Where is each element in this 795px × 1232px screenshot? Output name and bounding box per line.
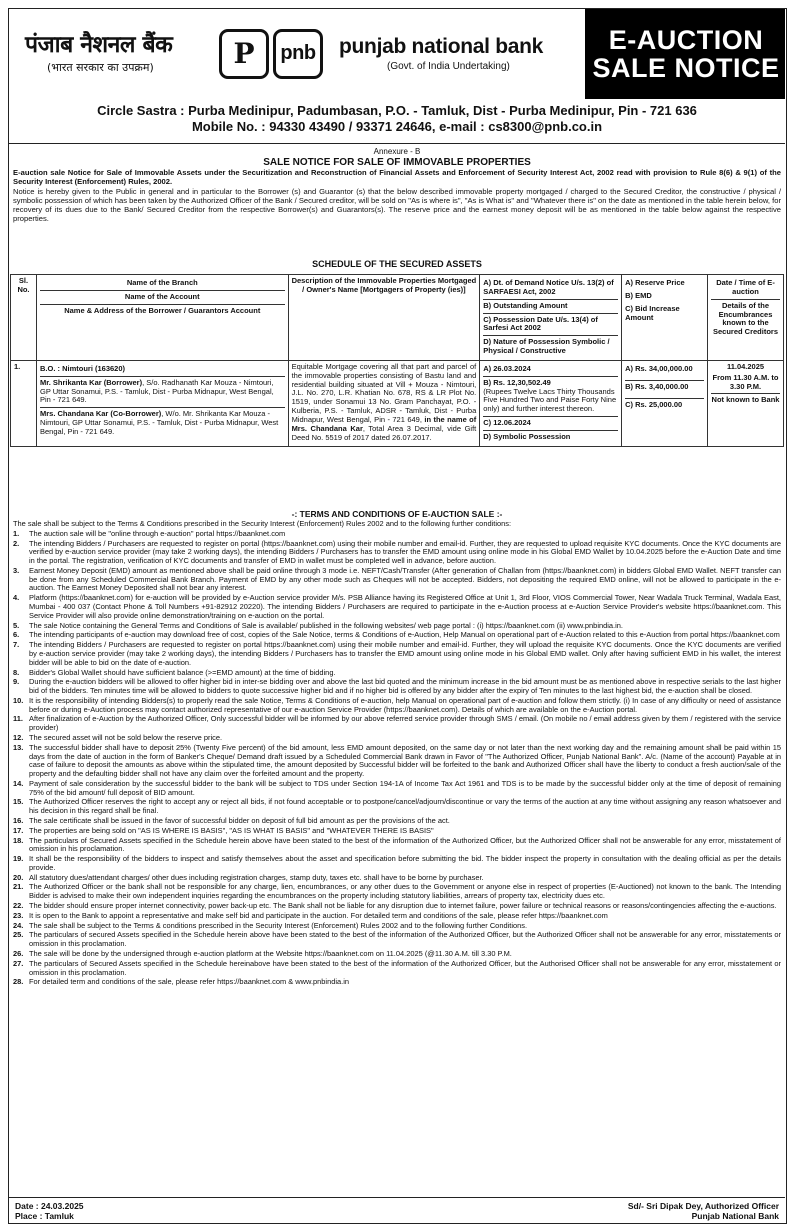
term-text: The secured asset will not be sold below the reserve price. (29, 732, 223, 742)
term-text: The Authorized Officer reserves the right to accept any or reject all bids, if not found acceptable or to postpone/cancel/adjourn/discontinue or vary the terms of the auction at any time without assigning any reason whatsoever and his decision in this regard shall be final. (29, 797, 781, 816)
col-borrower: Name & Address of the Borrower / Guarantors Account (64, 305, 261, 315)
term-text: The particulars of Secured Assets specified in the Schedule hereinabove have been stated to the best of the information of the Authorized Officer, but the Authorised Officer shall not be answerable for any error, misstatement or omission in this proclamation. (29, 958, 781, 977)
col-demand-date: A) Dt. of Demand Notice U/s. 13(2) of SARFAESI Act, 2002 (483, 277, 618, 300)
term-text: It shall be the responsibility of the bidders to inspect and satisfy themselves about the asset and specification before submitting the bid. The bidder inspect the property in consultation with the dealing official as per the details provide. (29, 854, 781, 872)
term-item (13, 874, 781, 883)
sale-title: SALE NOTICE FOR SALE OF IMMOVABLE PROPERTIES (263, 157, 531, 169)
row-demand-date: A) 26.03.2024 (483, 363, 618, 377)
english-bank-name: punjab national bank (339, 34, 544, 58)
term-text: The particulars of Secured Assets specified in the Schedule herein above have been stated to the best of the information of the Authorized Officer, but the Authorized Officer shall not be answerable for any error, misstatement of omission in his proclamation. (29, 835, 781, 854)
term-text: It is the responsibility of intending Bidders(s) to properly read the sale Notice, Terms & Conditions of e-auction, help Manual on operational part of e-auction and follow them strictly. (i) In case of any difficulty or need of assistance before or during e-Auction process may contact authorized representative of our e-auction Service Provider (https://baanknet.com). Details of which are available on the e-Auction portal. (29, 695, 781, 714)
col-description: Description of the Immovable Properties Mortgaged / Owner's Name [Mortgagers of Property (ies)] (288, 275, 480, 361)
term-item (13, 883, 781, 901)
footer (9, 1197, 785, 1223)
term-item (13, 669, 781, 678)
term-item (13, 622, 781, 631)
col-branch: Name of the Branch (40, 277, 285, 291)
term-text: The Authorized Officer or the bank shall not be responsible for any charge, lien, encumbrances, or any other dues to the Government or anyone else in respect of properties (E-Auctioned) not known to the bank. The Intending Bidder is advised to make their own independent inquiries regarding the encumbrances on the property including statutory liabilities, arrears of property tax, electricity dues etc. (29, 882, 781, 901)
term-item (13, 641, 781, 667)
footer-right (628, 1201, 779, 1220)
table-header-row (11, 275, 784, 361)
term-item (13, 530, 781, 539)
row-borrower-1: Mr. Shrikanta Kar (Borrower), S/o. Radhanath Kar Mouza - Nimtouri, GP Uttar Sonamui, P.S. - Tamluk, Dist - Purba Midnapur, West Bengal, Pin - 721 649. (40, 377, 285, 409)
term-number: 13. (13, 742, 24, 752)
row-possession-nature: D) Symbolic Possession (483, 431, 571, 441)
term-item (13, 744, 781, 779)
english-subtitle: (Govt. of India Undertaking) (387, 61, 510, 73)
col-emd: B) EMD (625, 290, 652, 300)
col-date-encumb (708, 275, 784, 361)
row-borrower-2: Mrs. Chandana Kar (Co-Borrower), W/o. Mr. Shrikanta Kar Mouza - Nimtouri, GP Uttar Sonamui, P.S. - Tamluk, Dist - Purba Midnapur, West Bengal, Pin - 721 649. (39, 409, 279, 436)
term-item (13, 715, 781, 733)
col-branch-account (36, 275, 288, 361)
footer-signer: Sd/- Sri Dipak Dey, Authorized Officer (627, 1201, 779, 1211)
term-item (13, 902, 781, 911)
row-date-encumb (708, 360, 784, 446)
term-item (13, 960, 781, 978)
footer-place: Place : Tamluk (15, 1211, 74, 1222)
circle-contact-line: Mobile No. : 94330 43490 / 93371 24646, e-mail : cs8300@pnb.co.in (191, 119, 603, 135)
col-bid-increase: C) Bid Increase Amount (625, 303, 680, 322)
term-number: 18. (13, 835, 24, 845)
term-text: Payment of sale consideration by the successful bidder to the bank will be subject to TDS under Section 194-1A of Income Tax Act 1961 and TDS is to be made by the successful bidder only at the time of deposit of remaining 75% of the bid amount/ full deposit of BID amount. (29, 778, 781, 797)
term-text: The intending Bidders / Purchasers are requested to register on portal https://baanknet.com) using their mobile number and email-id. Further, they will upload the requisite KYC documents. Once the KYC documents are verified by e-auction service provider (may take 2 working days), the intending Bidders / Purchasers has to transfer the EMD amount using online mode in his Global EMD wallet. Only after having sufficient EMD in his wallet, the interest bidder will be able to bid on the date of e-auction. (29, 640, 781, 667)
term-text: During the e-auction bidders will be allowed to offer higher bid in inter-se bidding over and above the last bid quoted and the minimum increase in the bid amount must be as mentioned above in respective serials to the last higher bid of the bidders. Ten minutes time will be allowed to bidders to quote successive higher bid and if no higher bid is offered by any bidder after the expiry of Ten minutes to the last highest bid, the e-auction shall be closed. (29, 677, 781, 696)
term-item (13, 540, 781, 566)
term-text: All statutory dues/attendant charges/ other dues including registration charges, stamp duty, taxes etc. shall have to be borne by purchaser. (29, 872, 484, 882)
term-item (13, 594, 781, 620)
pnb-emblem-icon: P (219, 29, 269, 79)
term-item (13, 780, 781, 798)
col-possession-date: C) Possession Date U/s. 13(4) of Sarfesi Act 2002 (483, 314, 618, 337)
terms-intro: The sale shall be subject to the Terms & Conditions prescribed in the Security Interest (Enforcement) Rules 2002 and to the following further conditions: (13, 519, 512, 528)
annexure-label: Annexure - B (373, 147, 421, 156)
term-text: For detailed term and conditions of the sale, please refer https://baanknet.com & www.pnbindia.in (29, 977, 349, 987)
term-text: The particulars of secured Assets specified in the Schedule herein above have been stated to the best of the information of the Authorized Officer, but the Authorized Officer shall not be answerable for any error, misstatements or omission in this proclamation. (29, 930, 781, 949)
term-item (13, 922, 781, 931)
term-number: 14. (13, 778, 24, 788)
term-text: The sale Notice containing the General Terms and Conditions of Sale is available/ published in the following websites/ web page portal : (i) https://baanknet.com (ii) www.pnbindia.in. (29, 620, 623, 630)
term-number: 23. (13, 910, 24, 920)
col-demand (480, 275, 622, 361)
row-reserve: A) Rs. 34,00,000.00 (625, 363, 704, 381)
col-encumbrances: Details of the Encumbrances known to the Secured Creditors (712, 300, 779, 337)
row-bid-increase: C) Rs. 25,000.00 (625, 399, 683, 409)
term-number: 10. (13, 695, 24, 705)
row-borrowers (36, 360, 288, 446)
col-reserve: A) Reserve Price (625, 278, 685, 287)
row-possession-date: C) 12.06.2024 (483, 417, 618, 431)
term-item (13, 912, 781, 921)
schedule-title: SCHEDULE OF THE SECURED ASSETS (312, 259, 482, 269)
term-item (13, 678, 781, 696)
term-number: 17. (13, 825, 24, 835)
term-number: 8. (13, 667, 20, 677)
row-description: Equitable Mortgage covering all that part and parcel of the immovable properties consisting of Bastu land and residential building situated at Vill + Mouza - Nimtouri, J.L. No. 270, L.R. Khatian No. 678, RS & LR Plot No. 1519, under Sonamui 13 No. Gram Panchayat, P.O. - Kulberia, P.S. - Tamluk, ADSR - Tamluk, Dist - Purba Midnapur, West Bengal, Pin - 721 649, in the name of Mrs. Chandana Kar, Total Area 3 Decimal, vide Gift Deed No. 5519 of 2017 dated 26.07.2017. (288, 360, 480, 446)
term-number: 12. (13, 732, 24, 742)
term-number: 5. (13, 620, 20, 630)
secured-assets-table (10, 274, 784, 447)
term-number: 25. (13, 930, 24, 940)
annexure-block (9, 143, 785, 169)
notice-title-box (585, 9, 785, 99)
col-price (622, 275, 708, 361)
term-text: The auction sale will be "online through e-auction" portal https://baanknet.com (29, 528, 286, 538)
circle-address-line: Circle Sastra : Purba Medinipur, Padumbasan, P.O. - Tamluk, Dist - Purba Medinipur, Pin - 721 636 (97, 103, 697, 118)
term-text: The sale shall be subject to the Terms & conditions prescribed in the Security Interest (Enforcement) Rules 2002 and to the following further Conditions. (29, 920, 528, 930)
term-text: The sale certificate shall be issued in the favor of successful bidder on deposit of full bid amount as per the provisions of the act. (29, 816, 450, 825)
row-date: 11.04.2025 (726, 361, 765, 371)
row-emd: B) Rs. 3,40,000.00 (625, 381, 704, 399)
row-sl: 1. (11, 360, 37, 446)
pnb-logo (209, 9, 333, 99)
term-number: 3. (13, 565, 20, 575)
terms-title: -: TERMS AND CONDITIONS OF E-AUCTION SALE :- (291, 509, 503, 519)
term-text: Earnest Money Deposit (EMD) amount as mentioned above shall be paid online through 3 mode i.e. NEFT/Cash/Transfer (After generation of Challan from (https://baanknet.com) in bidders Global EMD Wallet. NEFT transfer can be done from any Scheduled Commercial Bank Branch. Payment of EMD by any other mode such as Cheques will not be accepted. Bidders, not depositing the required EMD online, will not be allowed to participate in the e-auction. The Earnest Money Deposited shall not bear any interest. (29, 565, 781, 593)
term-number: 16. (13, 816, 24, 825)
term-number: 15. (13, 797, 24, 807)
terms-list (13, 520, 781, 988)
row-outstanding: B) Rs. 12,30,502.49 (Rupees Twelve Lacs Thirty Thousands Five Hundred Two and Paise Forty Nine only) and further interest thereon. (483, 377, 618, 417)
term-item (13, 827, 781, 836)
term-number: 7. (13, 640, 20, 650)
col-sl: Sl. No. (11, 275, 37, 361)
term-text: The intending participants of e-auction may download free of cost, copies of the Sale Notice, terms & Conditions of e-Auction, Help Manual on operational part of e-Auction related to this e-Auction from portal https://baanknet.com (29, 630, 780, 640)
term-number: 1. (13, 528, 20, 538)
intro-paragraph-1: E-auction sale Notice for Sale of Immovable Assets under the Securitization and Reconstruction of Financial Assets and Enforcement of Security Interest Act, 2002 read with provision to Rule 8(6) & 9(1) of the Security Interest (Enforcement) Rules, 2002. (13, 168, 781, 186)
table-row (11, 360, 784, 446)
term-number: 26. (13, 948, 24, 958)
col-account: Name of the Account (40, 291, 285, 305)
term-text: The properties are being sold on "AS IS WHERE IS BASIS", "AS IS WHAT IS BASIS" and "WHATEVER THERE IS BASIS" (29, 825, 434, 835)
footer-left (15, 1201, 84, 1220)
row-price (622, 360, 708, 446)
term-item (13, 931, 781, 949)
row-demand (480, 360, 622, 446)
header (9, 9, 785, 99)
term-text: Bidder's Global Wallet should have sufficient balance (>=EMD amount) at the time of bidding. (29, 667, 336, 677)
term-item (13, 950, 781, 959)
hindi-subtitle: (भारत सरकार का उपक्रम) (47, 61, 154, 75)
term-number: 21. (13, 882, 24, 892)
circle-address (9, 103, 785, 136)
term-text: Platform (https://baanknet.com) for e-auction will be provided by e-Auction service provider M/s. PSB Alliance having its Registered Office at Unit 1, 3rd Floor, VIOS Commercial Tower, Near Wadala Truck Terminal, Wadala East, Mumbai - 400 037 (Contact Phone & Toll Numbers +91-82912 20220). The intending Bidders / Purchasers are required to participate in the e-Auction process at e-Auction Service Provider's website https://baanknet.com. This Service Provider will also provide online demonstration/training on e-auction on the portal. (29, 593, 781, 620)
hindi-bank-name: पंजाब नैशनल बैंक (25, 31, 173, 58)
intro-paragraph-2: Notice is hereby given to the Public in general and in particular to the Borrower (s) and Guarantor (s) that the below described immovable property mortgaged / charged to the Secured Creditor, the constructive / physical / symbolic possession of which has been taken by the Authorized Officer of the Bank / Secured creditor, will be sold on "As is where is", "As is What is" and "Whatever there is" on the date as mentioned in the table herein below, for recovery of its dues due to the Bank/ Secured Creditor from the respective Borrower(s) and Guarantors(s). The reserve price and the earnest money deposit will be as mentioned in the table below against the respective properties. (13, 186, 781, 223)
term-text: The successful bidder shall have to deposit 25% (Twenty Five percent) of the bid amount, less EMD amount deposited, on the same day or not later than the next working day and the remaining amount shall be paid within 15 days from the date of auction in the form of Banker's Cheque/ Demand draft issued by a Scheduled Commercial Bank drawn in Favor of "The Authorized Officer, Punjab National Bank". A/c. (Name of the account) Payable at in case of failure to deposit the amounts as above within the stipulated time, the amount deposited by Successful bidder will be forfeited to the bank and Authorized Officer shall have the liberty to conduct a fresh auction/sale of the property and the defaulting bidder shall not have any claim over the forfeited amount and the property. (29, 742, 781, 779)
term-item (13, 631, 781, 640)
row-branch: B.O. : Nimtouri (163620) (40, 363, 285, 377)
col-date: Date / Time of E-auction (711, 277, 780, 300)
term-text: After finalization of e-Auction by the Authorized Officer, Only successful bidder will be informed by our above referred service provider through SMS / email. (On mobile no / email address given by them / registered with the service provider) (29, 714, 781, 733)
col-possession-nature: D) Nature of Possession Symbolic / Physical / Constructive (483, 337, 610, 356)
term-text: The intending Bidders / Purchasers are requested to register on portal (https://baanknet.com) using their mobile number and email-id. Further, they are requested to upload requisite KYC documents. Once the KYC documents are verified by e-auction service provider (may take 2 working days), the intending Bidders / Purchasers has to transfer the EMD amount using online mode in his Global EMD Wallet by 10.04.2025 before the e-Auction Date and time in the portal. The registration, verification of KYC documents and transfer of EMD in wallet must be completed well in advance, before auction. (29, 538, 782, 566)
hindi-logo-block (9, 9, 209, 99)
notice-title-line1: E-AUCTION (608, 24, 764, 55)
term-number: 22. (13, 901, 24, 911)
term-number: 2. (13, 538, 20, 548)
footer-date: Date : 24.03.2025 (15, 1201, 84, 1211)
term-number: 27. (13, 958, 24, 968)
pnb-logo-text: pnb (280, 42, 316, 65)
term-item (13, 697, 781, 715)
term-number: 19. (13, 854, 24, 864)
term-item (13, 978, 781, 987)
footer-bank: Punjab National Bank (691, 1211, 779, 1222)
term-text: The sale will be done by the undersigned through e-auction platform at the Website https://baanknet.com on 11.04.2025 (@11.30 A.M. till 3.30 P.M. (29, 948, 512, 958)
term-item (13, 798, 781, 816)
term-number: 11. (13, 714, 23, 724)
term-item (13, 734, 781, 743)
term-item (13, 817, 781, 826)
row-encumbrances: Not known to Bank (711, 395, 780, 405)
notice-title-line2: SALE NOTICE (592, 53, 780, 83)
term-number: 20. (13, 872, 24, 882)
term-item (13, 855, 781, 873)
notice-page (8, 8, 787, 1224)
term-item (13, 837, 781, 855)
term-number: 4. (13, 593, 20, 603)
pnb-logo-text-box (273, 29, 323, 79)
term-number: 9. (13, 677, 20, 687)
col-outstanding: B) Outstanding Amount (483, 300, 618, 314)
term-text: It is open to the Bank to appoint a representative and make self bid and participate in the auction. For detailed term and conditions of the sale, please refer https://baanknet.com (29, 910, 608, 920)
term-item (13, 567, 781, 593)
term-text: The bidder should ensure proper internet connectivity, power back-up etc. The Bank shall not be liable for any disruption due to internet failure, power failure or technical reasons or reasons/contingencies affecting the e-auctions. (29, 901, 777, 911)
intro-text (13, 169, 781, 225)
term-number: 6. (13, 630, 20, 640)
term-number: 28. (13, 977, 24, 987)
row-time: From 11.30 A.M. to 3.30 P.M. (711, 372, 780, 395)
term-number: 24. (13, 920, 24, 930)
english-logo-block (333, 9, 585, 99)
